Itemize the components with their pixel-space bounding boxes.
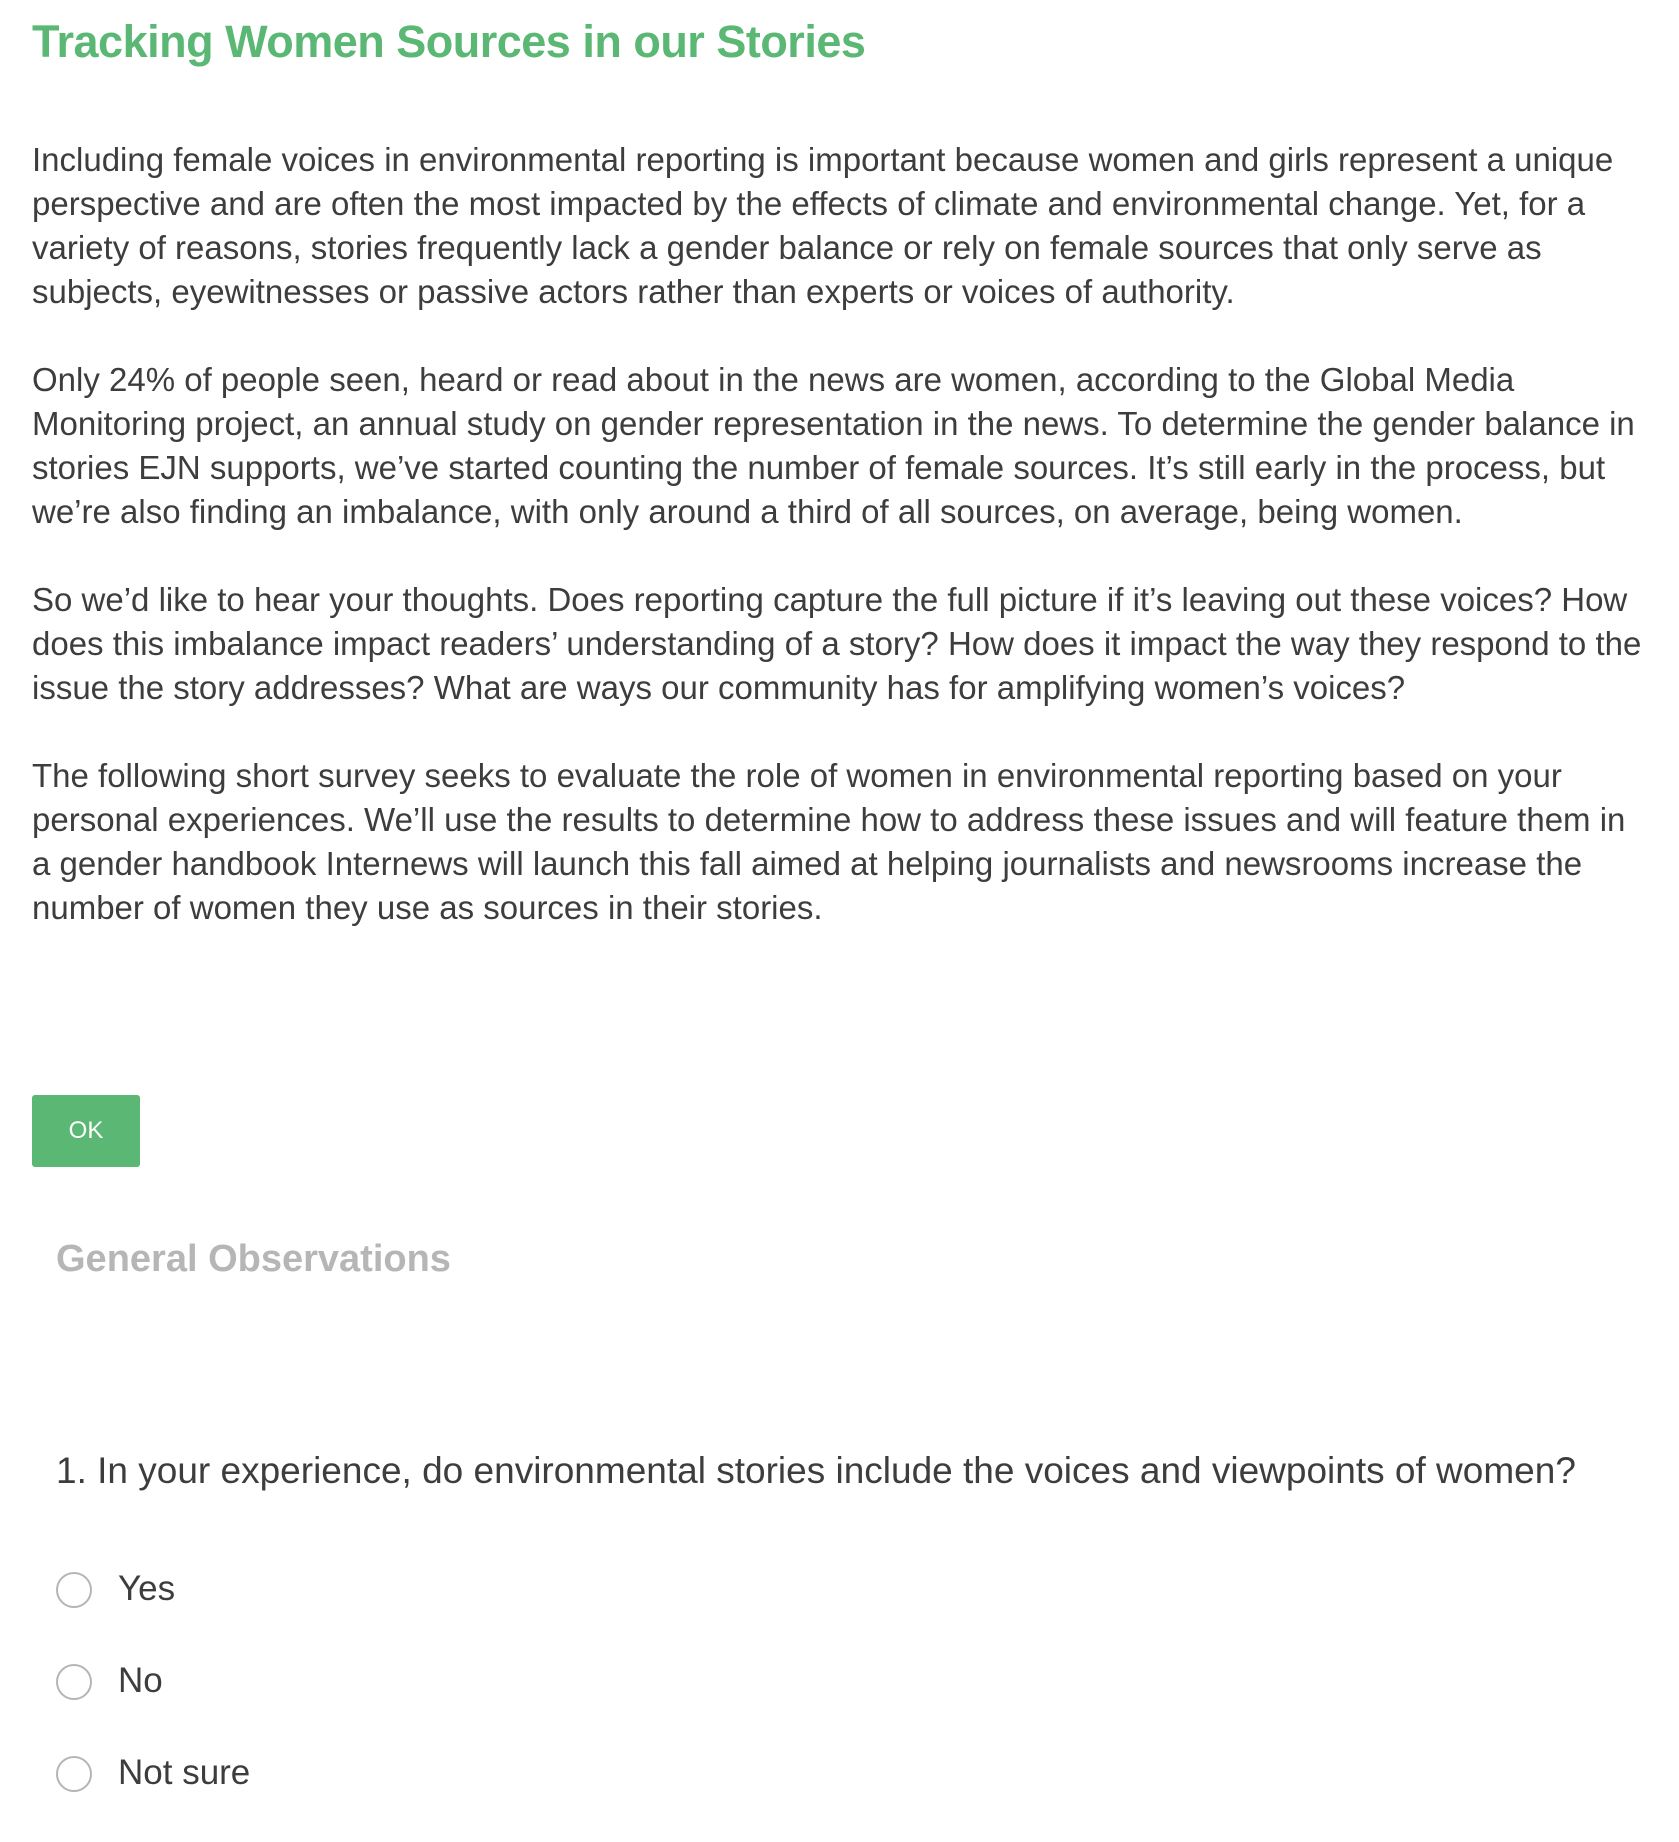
option-label-yes[interactable]: Yes	[118, 1569, 176, 1608]
radio-button-not-sure[interactable]	[56, 1756, 92, 1792]
question-text: 1. In your experience, do environmental stories include the voices and viewpoints of women?	[56, 1450, 1576, 1491]
option-label-not-sure[interactable]: Not sure	[118, 1753, 251, 1792]
intro-paragraph: So we’d like to hear your thoughts. Does reporting capture the full picture if it’s leaving out these voices? How does this imbalance impact readers’ understanding of a story? How does it impact the way they respond to the issue the story addresses? What are ways our community has for amplifying women’s voices?	[32, 581, 1642, 706]
option-label-no[interactable]: No	[118, 1661, 163, 1700]
intro-paragraph: Including female voices in environmental reporting is important because women and girls represent a unique perspective and are often the most impacted by the effects of climate and environmental change. Yet, for a variety of reasons, stories frequently lack a gender balance or rely on female sources that only serve as subjects, eyewitnesses or passive actors rather than experts or voices of authority.	[32, 141, 1614, 310]
survey-title: Tracking Women Sources in our Stories	[32, 16, 866, 67]
radio-button-yes[interactable]	[56, 1572, 92, 1608]
intro-paragraph: The following short survey seeks to evaluate the role of women in environmental reporting based on your personal experiences. We’ll use the results to determine how to address these issues and will feature them in a gender handbook Internews will launch this fall aimed at helping journalists and newsrooms increase the number of women they use as sources in their stories.	[32, 757, 1626, 926]
ok-button[interactable]: OK	[32, 1095, 140, 1167]
radio-button-no[interactable]	[56, 1664, 92, 1700]
survey-intro	[32, 138, 1652, 974]
section-title: General Observations	[56, 1238, 451, 1280]
intro-paragraph: Only 24% of people seen, heard or read about in the news are women, according to the Global Media Monitoring project, an annual study on gender representation in the news. To determine the gender balance in stories EJN supports, we’ve started counting the number of female sources. It’s still early in the process, but we’re also finding an imbalance, with only around a third of all sources, on average, being women.	[32, 361, 1635, 530]
